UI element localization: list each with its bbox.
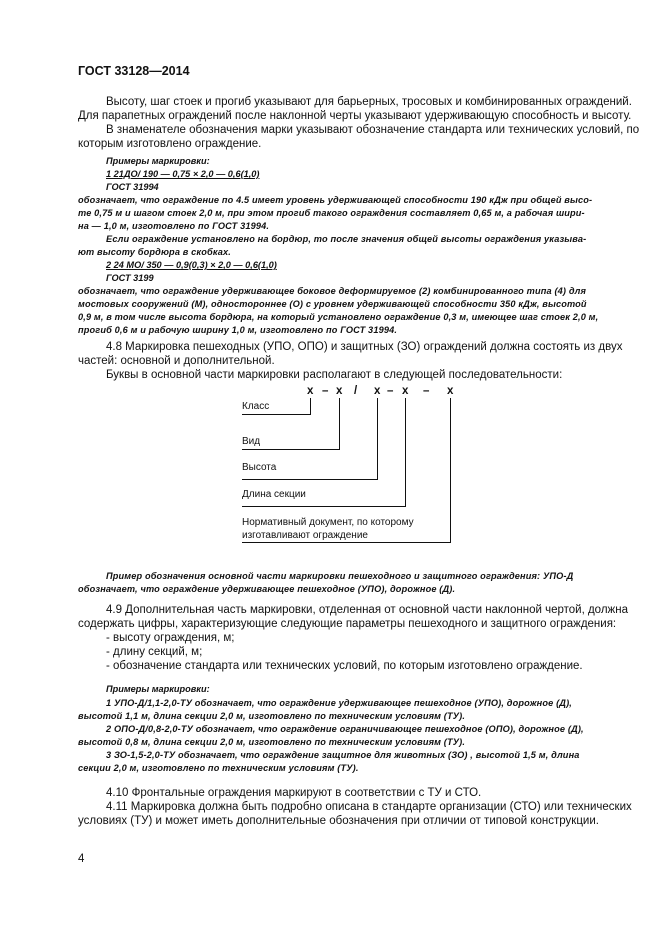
note-line2: ют высоту бордюра в скобках. xyxy=(78,247,231,257)
example2-standard: ГОСТ 3199 xyxy=(106,273,154,283)
intro-p2-line1: В знаменателе обозначения марки указывают обозначение стандарта или технических условий, по xyxy=(106,124,640,136)
pattern-dash1: – xyxy=(322,385,329,397)
document-header: ГОСТ 33128—2014 xyxy=(78,64,190,78)
example2-desc-line1: обозначает, что ограждение удерживающее боковое деформируемое (2) комбинированного типа (4) для xyxy=(78,286,587,296)
example-main-line2: обозначает, что ограждение удерживающее пешеходное (УПО), дорожное (Д). xyxy=(78,584,456,594)
diagram-hline-height xyxy=(242,479,378,480)
example2-desc-line4: прогиб 0,6 м и рабочую ширину 1,0 м, изготовлено по ГОСТ 31994. xyxy=(78,325,398,335)
note-line1: Если ограждение установлено на бордюр, то после значения общей высоты ограждения указыва- xyxy=(106,234,587,244)
pattern-slash: / xyxy=(354,385,358,397)
diagram-vline-length xyxy=(405,398,406,506)
pattern-x3: х xyxy=(374,385,381,397)
examples2-e3-line2: секции 2,0 м, изготовлено по техническим условиям (ТУ). xyxy=(78,763,359,773)
diagram-hline-doc xyxy=(242,542,451,543)
intro-p1-line1: Высоту, шаг стоек и прогиб указывают для барьерных, тросовых и комбинированных ограждений. xyxy=(106,96,632,108)
pattern-dash2: – xyxy=(387,385,394,397)
diagram-label-height: Высота xyxy=(242,462,277,473)
section-4-10-line1: 4.10 Фронтальные ограждения маркируют в соответствии с ТУ и СТО. xyxy=(106,787,482,799)
diagram-vline-height xyxy=(377,398,378,479)
section-4-11-line2: условиях (ТУ) и может иметь дополнительные обозначения при отличии от типовой конструкции. xyxy=(78,815,599,827)
example2-desc-line3: 0,9 м, в том числе высота бордюра, на который установлено ограждение 0,3 м, имеющее шаг стоек 2,0 м, xyxy=(78,312,599,322)
diagram-hline-class xyxy=(242,414,311,415)
diagram-hline-type xyxy=(242,449,340,450)
diagram-label-class: Класс xyxy=(242,401,270,412)
example1-desc-line2: те 0,75 м и шагом стоек 2,0 м, при этом прогиб такого ограждения составляет 0,65 м, а рабочая шири- xyxy=(78,208,585,218)
examples2-e1-line2: высотой 1,1 м, длина секции 2,0 м, изготовлено по техническим условиям (ТУ). xyxy=(78,711,466,721)
pattern-x2: х xyxy=(336,385,343,397)
examples-heading: Примеры маркировки: xyxy=(106,156,210,166)
section-4-11-line1: 4.11 Маркировка должна быть подробно описана в стандарте организации (СТО) или технических xyxy=(106,801,632,813)
section-4-9-line2: содержать цифры, характеризующие следующие параметры пешеходного и защитного ограждения: xyxy=(78,618,617,630)
diagram-vline-class xyxy=(310,398,311,414)
section-4-8-line3: Буквы в основной части маркировки располагают в следующей последовательности: xyxy=(106,369,563,381)
section-4-9-bullet3: - обозначение стандарта или технических условий, по которым изготовлено ограждение. xyxy=(106,660,583,672)
examples2-e1-line1: 1 УПО-Д/1,1-2,0-ТУ обозначает, что ограждение удерживающее пешеходное (УПО), дорожное (Д), xyxy=(106,698,573,708)
examples2-e2-line2: высотой 0,8 м, длина секции 2,0 м, изготовлено по техническим условиям (ТУ). xyxy=(78,737,466,747)
section-4-8-line1: 4.8 Маркировка пешеходных (УПО, ОПО) и защитных (ЗО) ограждений должна состоять из двух xyxy=(106,341,623,353)
pattern-x1: х xyxy=(307,385,314,397)
pattern-x4: х xyxy=(402,385,409,397)
example1-desc-line3: на — 1,0 м, изготовлено по ГОСТ 31994. xyxy=(78,221,270,231)
diagram-label-type: Вид xyxy=(242,436,261,447)
example1-formula: 1 21ДО/ 190 — 0,75 × 2,0 — 0,6(1,0) xyxy=(106,169,260,179)
example2-formula: 2 24 МО/ 350 — 0,9(0,3) × 2,0 — 0,6(1,0) xyxy=(106,260,277,270)
section-4-8-line2: частей: основной и дополнительной. xyxy=(78,355,275,367)
examples2-e3-line1: 3 ЗО-1,5-2,0-ТУ обозначает, что ограждение защитное для животных (ЗО) , высотой 1,5 м, длина xyxy=(106,750,580,760)
examples2-heading: Примеры маркировки: xyxy=(106,684,210,694)
diagram-hline-length xyxy=(242,506,406,507)
section-4-9-line1: 4.9 Дополнительная часть маркировки, отделенная от основной части наклонной чертой, должна xyxy=(106,604,628,616)
intro-p1-line2: Для парапетных ограждений после наклонной черты указывают удерживающую способность и высоту. xyxy=(78,110,632,122)
diagram-label-doc-line1: Нормативный документ, по которому xyxy=(242,517,414,528)
example1-desc-line1: обозначает, что ограждение по 4.5 имеет уровень удерживающей способности 190 кДж при общей высо- xyxy=(78,195,593,205)
intro-p2-line2: которым изготовлено ограждение. xyxy=(78,138,262,150)
pattern-x5: х xyxy=(447,385,454,397)
example1-standard: ГОСТ 31994 xyxy=(106,182,159,192)
section-4-9-bullet1: - высоту ограждения, м; xyxy=(106,632,235,644)
diagram-label-length: Длина секции xyxy=(242,489,306,500)
diagram-vline-type xyxy=(339,398,340,449)
diagram-vline-doc xyxy=(450,398,451,542)
page-number: 4 xyxy=(78,853,85,865)
example-main-line1: Пример обозначения основной части маркировки пешеходного и защитного ограждения: УПО-Д xyxy=(106,571,574,581)
examples2-e2-line1: 2 ОПО-Д/0,8-2,0-ТУ обозначает, что ограждение ограничивающее пешеходное (ОПО), дорожное (Д), xyxy=(106,724,584,734)
pattern-dash3: – xyxy=(423,385,430,397)
section-4-9-bullet2: - длину секций, м; xyxy=(106,646,203,658)
example2-desc-line2: мостовых сооружений (М), одностороннее (О) с уровнем удерживающей способности 350 кДж, высотой xyxy=(78,299,587,309)
diagram-label-doc-line2: изготавливают ограждение xyxy=(242,530,368,541)
